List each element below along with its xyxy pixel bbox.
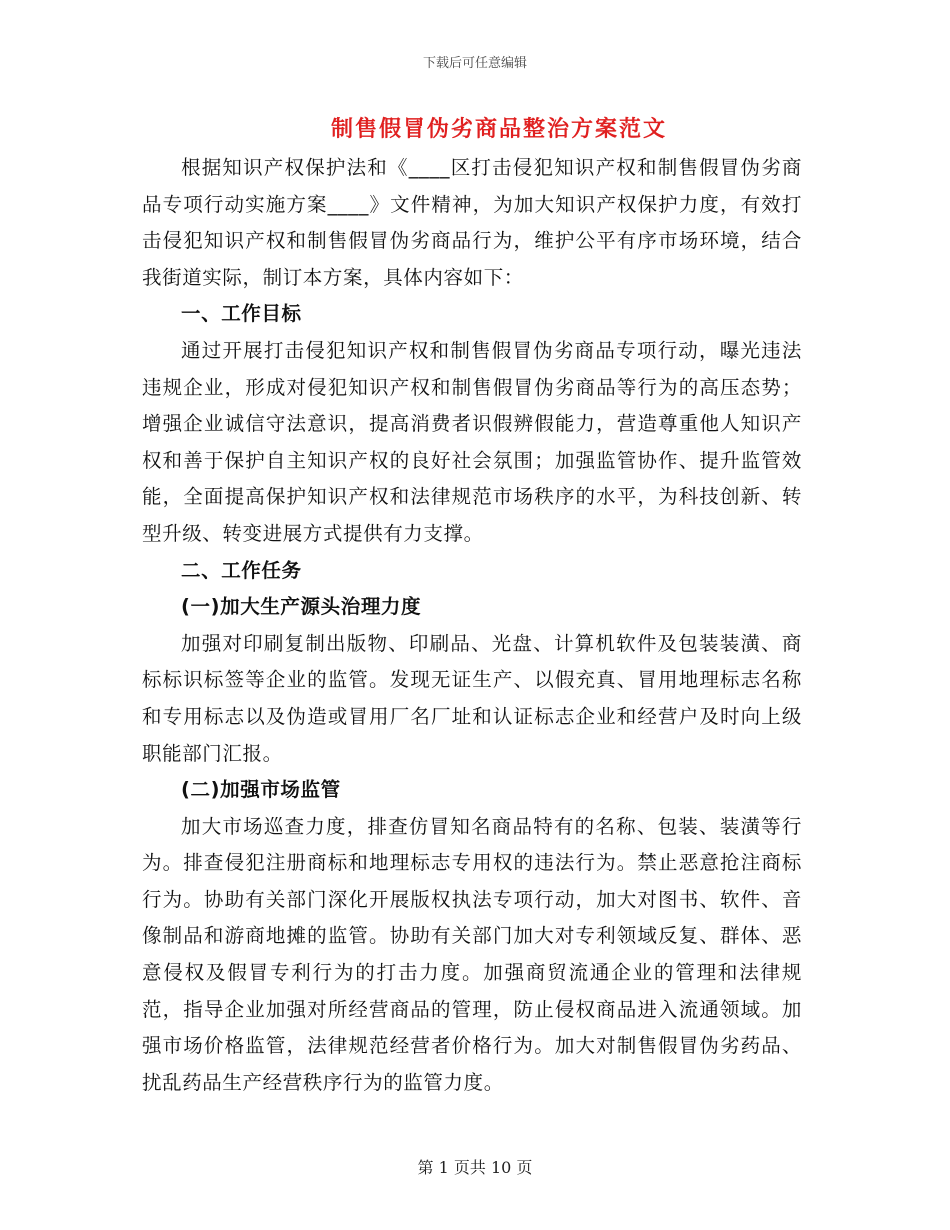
- source-paragraph: 加强对印刷复制出版物、印刷品、光盘、计算机软件及包装装潢、商标标识标签等企业的监管。发现无证生产、以假充真、冒用地理标志名称和专用标志以及伪造或冒用厂名厂址和认证标志企业和经营户及时向上级职能部门汇报。: [142, 631, 802, 765]
- document-title: 制售假冒伪劣商品整治方案范文: [330, 117, 667, 142]
- page-header: 下载后可任意编辑: [422, 56, 527, 71]
- market-paragraph: 加大市场巡查力度，排查仿冒知名商品特有的名称、包装、装潢等行为。排查侵犯注册商标和地理标志专用权的违法行为。禁止恶意抢注商标行为。协助有关部门深化开展版权执法专项行动，加大对图书、软件、音像制品和游商地摊的监管。协助有关部门加大对专利领域反复、群体、恶意侵权及假冒专利行为的打击力度。加强商贸流通企业的管理和法律规范，指导企业加强对所经营商品的管理，防止侵权商品进入流通领域。加强市场价格监管，法律规范经营者价格行为。加大对制售假冒伪劣药品、扰乱药品生产经营秩序行为的监管力度。: [142, 814, 802, 1094]
- goals-paragraph: 通过开展打击侵犯知识产权和制售假冒伪劣商品专项行动，曝光违法违规企业，形成对侵犯知识产权和制售假冒伪劣商品等行为的高压态势；增强企业诚信守法意识，提高消费者识假辨假能力，营造尊重他人知识产权和善于保护自主知识产权的良好社会氛围；加强监管协作、提升监管效能，全面提高保护知识产权和法律规范市场秩序的水平，为科技创新、转型升级、转变进展方式提供有力支撑。: [142, 338, 802, 545]
- subsection-heading-source: (一)加大生产源头治理力度: [181, 595, 422, 619]
- document-body: [142, 150, 802, 1101]
- section-heading-tasks: 二、工作任务: [181, 558, 302, 582]
- page-number: 第 1 页共 10 页: [417, 1158, 533, 1177]
- intro-paragraph: 根据知识产权保护法和《____区打击侵犯知识产权和制售假冒伪劣商品专项行动实施方案____》文件精神，为加大知识产权保护力度，有效打击侵犯知识产权和制售假冒伪劣商品行为，维护公平有序市场环境，结合我街道实际，制订本方案，具体内容如下：: [142, 156, 802, 289]
- section-heading-goals: 一、工作目标: [181, 302, 302, 326]
- subsection-heading-market: (二)加强市场监管: [181, 778, 341, 802]
